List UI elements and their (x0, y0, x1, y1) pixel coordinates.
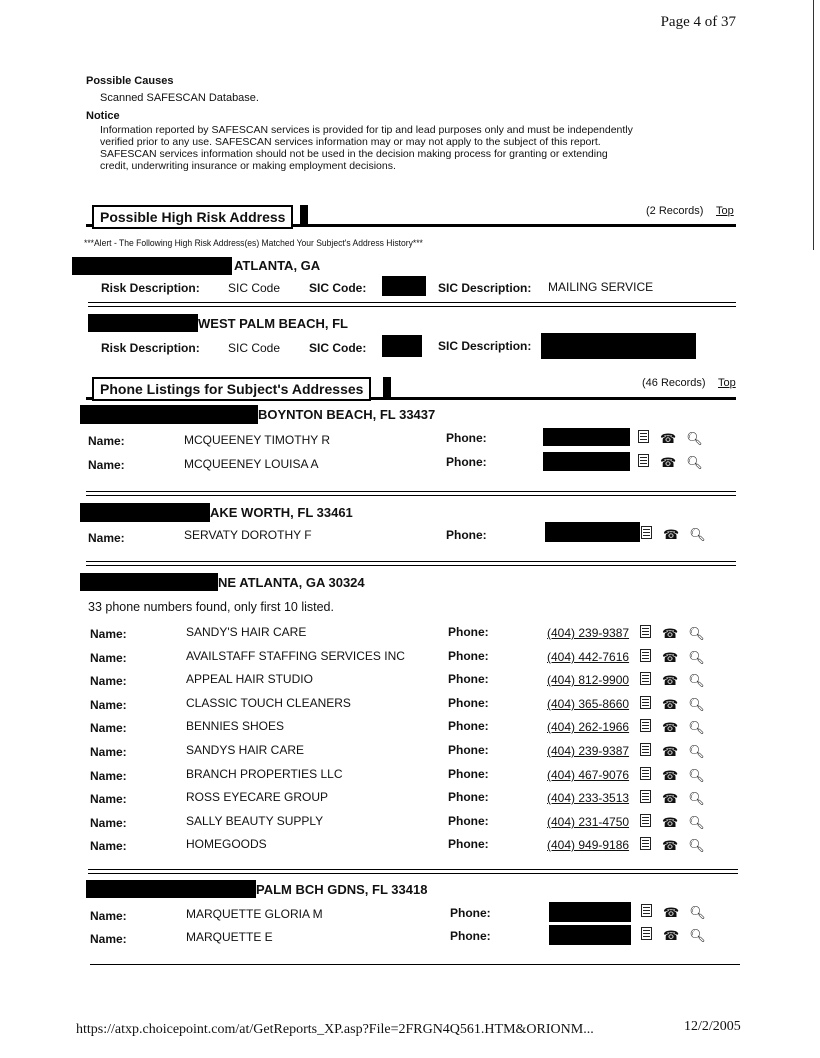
report-icon[interactable] (640, 767, 651, 780)
high-risk-title: Possible High Risk Address (92, 205, 293, 229)
search-icon[interactable]: 🔍︎ (688, 791, 705, 806)
listing-actions (640, 696, 705, 711)
possible-causes-text: Scanned SAFESCAN Database. (100, 92, 259, 104)
group-city: PALM BCH GDNS, FL 33418 (256, 882, 428, 897)
phone-icon[interactable]: ☎ (662, 815, 679, 830)
report-icon[interactable] (638, 454, 649, 467)
phone-number-link[interactable]: (404) 233-3513 (547, 791, 630, 805)
listing-name: ROSS EYECARE GROUP (186, 790, 329, 804)
listing-name: SALLY BEAUTY SUPPLY (186, 814, 324, 828)
phone-icon[interactable]: ☎ (662, 697, 679, 712)
phone-label: Phone: (448, 625, 489, 639)
search-icon[interactable]: 🔍︎ (686, 455, 703, 470)
phone-icon[interactable]: ☎ (660, 455, 677, 470)
divider (88, 302, 736, 303)
name-label: Name: (90, 839, 127, 853)
high-risk-record-count: (2 Records) (646, 205, 704, 217)
phone-icon[interactable]: ☎ (662, 838, 679, 853)
divider (88, 869, 738, 870)
report-icon[interactable] (640, 719, 651, 732)
name-label: Name: (90, 674, 127, 688)
high-risk-top-link[interactable]: Top (716, 205, 734, 217)
divider (88, 873, 738, 874)
report-icon[interactable] (640, 837, 651, 850)
phone-label: Phone: (448, 743, 489, 757)
name-label: Name: (88, 434, 125, 448)
sic-code-label: SIC Code: (309, 281, 367, 295)
group-city: BOYNTON BEACH, FL 33437 (258, 407, 436, 422)
listing-name: APPEAL HAIR STUDIO (186, 672, 313, 686)
phone-label: Phone: (448, 696, 489, 710)
footer-url: https://atxp.choicepoint.com/at/GetReports_XP.asp?File=2FRGN4Q561.HTM&ORIONM... (76, 1022, 594, 1037)
search-icon[interactable]: 🔍︎ (688, 838, 705, 853)
divider (86, 491, 736, 492)
name-label: Name: (90, 698, 127, 712)
listing-actions (640, 837, 705, 852)
notice-text: Information reported by SAFESCAN services is provided for tip and lead purposes only and must be independently verified prior to any use. SAFESCAN services information may or may not apply to the subject of this report. SAFESCAN services information should not be used in the decision making process for granting or extending credit, underwriting insurance or making employment decisions. (100, 124, 633, 172)
listing-actions (638, 430, 703, 445)
phone-icon[interactable]: ☎ (663, 928, 680, 943)
phone-label: Phone: (448, 672, 489, 686)
phone-number-link[interactable]: (404) 239-9387 (547, 626, 630, 640)
phone-number-link[interactable]: (404) 949-9186 (547, 838, 630, 852)
search-icon[interactable]: 🔍︎ (688, 815, 705, 830)
search-icon[interactable]: 🔍︎ (688, 744, 705, 759)
report-icon[interactable] (638, 430, 649, 443)
listing-actions (638, 454, 703, 469)
listing-name: SERVATY DOROTHY F (184, 528, 312, 542)
divider (86, 565, 736, 566)
sic-description-label: SIC Description: (438, 281, 532, 295)
phone-icon[interactable]: ☎ (662, 791, 679, 806)
report-icon[interactable] (640, 625, 651, 638)
phone-number-link[interactable]: (404) 262-1966 (547, 720, 630, 734)
redacted-address (72, 257, 232, 275)
listing-actions (640, 790, 705, 805)
phone-icon[interactable]: ☎ (662, 744, 679, 759)
sic-code-label: SIC Code: (309, 341, 367, 355)
redacted-address (86, 880, 256, 898)
listing-actions (640, 649, 705, 664)
report-icon[interactable] (641, 904, 652, 917)
listing-actions (640, 719, 705, 734)
phone-label: Phone: (448, 814, 489, 828)
listing-name: MCQUEENEY TIMOTHY R (184, 433, 331, 447)
phone-label: Phone: (448, 837, 489, 851)
phone-number-link[interactable]: (404) 365-8660 (547, 697, 630, 711)
group-city: AKE WORTH, FL 33461 (210, 505, 353, 520)
group-city: NE ATLANTA, GA 30324 (218, 575, 365, 590)
name-label: Name: (90, 627, 127, 641)
phone-label: Phone: (450, 929, 491, 943)
notice-heading: Notice (86, 110, 120, 122)
divider (86, 561, 736, 562)
possible-causes-heading: Possible Causes (86, 75, 174, 87)
phone-number-link[interactable]: (404) 239-9387 (547, 744, 630, 758)
search-icon[interactable]: 🔍︎ (688, 673, 705, 688)
redacted-sic-code (382, 276, 426, 296)
search-icon[interactable]: 🔍︎ (688, 650, 705, 665)
phone-label: Phone: (448, 649, 489, 663)
name-label: Name: (90, 769, 127, 783)
redacted-address (88, 314, 198, 332)
search-icon[interactable]: 🔍︎ (689, 527, 706, 542)
phone-label: Phone: (448, 767, 489, 781)
phone-count-note: 33 phone numbers found, only first 10 listed. (88, 600, 334, 614)
search-icon[interactable]: 🔍︎ (688, 626, 705, 641)
divider (90, 964, 740, 965)
high-risk-city: WEST PALM BEACH, FL (198, 316, 348, 331)
report-icon[interactable] (641, 927, 652, 940)
search-icon[interactable]: 🔍︎ (688, 697, 705, 712)
report-icon[interactable] (640, 814, 651, 827)
redacted-phone (543, 428, 630, 446)
footer-date: 12/2/2005 (684, 1019, 741, 1034)
header-tab (300, 205, 308, 227)
redacted-sic-code (382, 335, 422, 357)
high-risk-alert: ***Alert - The Following High Risk Address(es) Matched Your Subject's Address History*** (84, 238, 423, 249)
redacted-address (80, 573, 218, 591)
phone-label: Phone: (446, 431, 487, 445)
report-icon[interactable] (640, 672, 651, 685)
search-icon[interactable]: 🔍︎ (688, 768, 705, 783)
listing-name: BENNIES SHOES (186, 719, 285, 733)
redacted-address (80, 405, 258, 424)
listing-actions (640, 672, 705, 687)
redacted-phone (545, 522, 640, 542)
sic-description-label: SIC Description: (438, 339, 532, 353)
divider (86, 495, 736, 496)
listing-actions (641, 526, 706, 541)
name-label: Name: (90, 721, 127, 735)
name-label: Name: (90, 745, 127, 759)
phone-icon[interactable]: ☎ (663, 905, 680, 920)
listing-actions (640, 625, 705, 640)
listing-actions (640, 743, 705, 758)
phone-number-link[interactable]: (404) 812-9900 (547, 673, 630, 687)
search-icon[interactable]: 🔍︎ (688, 720, 705, 735)
page-edge-line (813, 0, 814, 250)
sic-code-plain: SIC Code (228, 341, 281, 355)
phone-listings-top-link[interactable]: Top (718, 377, 736, 389)
sic-code-plain: SIC Code (228, 281, 281, 295)
report-icon[interactable] (640, 696, 651, 709)
redacted-phone (549, 902, 631, 922)
phone-icon[interactable]: ☎ (662, 650, 679, 665)
phone-label: Phone: (446, 455, 487, 469)
listing-name: MARQUETTE E (186, 930, 273, 944)
phone-icon[interactable]: ☎ (662, 673, 679, 688)
page-number: Page 4 of 37 (660, 14, 736, 30)
report-icon[interactable] (640, 743, 651, 756)
listing-name: SANDYS HAIR CARE (186, 743, 305, 757)
listing-name: MARQUETTE GLORIA M (186, 907, 323, 921)
search-icon[interactable]: 🔍︎ (689, 928, 706, 943)
phone-number-link[interactable]: (404) 231-4750 (547, 815, 630, 829)
listing-name: CLASSIC TOUCH CLEANERS (186, 696, 351, 710)
phone-label: Phone: (448, 719, 489, 733)
redacted-address (80, 503, 210, 522)
listing-name: AVAILSTAFF STAFFING SERVICES INC (186, 649, 405, 663)
listing-actions (641, 904, 706, 919)
high-risk-city: ATLANTA, GA (234, 258, 321, 273)
phone-icon[interactable]: ☎ (662, 626, 679, 641)
risk-description-label: Risk Description: (101, 341, 200, 355)
search-icon[interactable]: 🔍︎ (689, 905, 706, 920)
phone-number-link[interactable]: (404) 442-7616 (547, 650, 630, 664)
name-label: Name: (88, 531, 125, 545)
header-tab (383, 377, 391, 399)
listing-name: BRANCH PROPERTIES LLC (186, 767, 343, 781)
redacted-sic-description (541, 333, 696, 359)
phone-label: Phone: (446, 528, 487, 542)
report-icon[interactable] (640, 649, 651, 662)
divider (88, 306, 736, 307)
search-icon[interactable]: 🔍︎ (686, 431, 703, 446)
listing-actions (640, 767, 705, 782)
listing-name: HOMEGOODS (186, 837, 267, 851)
name-label: Name: (90, 651, 127, 665)
listing-name: SANDY'S HAIR CARE (186, 625, 307, 639)
name-label: Name: (88, 458, 125, 472)
report-icon[interactable] (640, 790, 651, 803)
name-label: Name: (90, 792, 127, 806)
phone-icon[interactable]: ☎ (660, 431, 677, 446)
listing-actions (641, 927, 706, 942)
phone-listings-title: Phone Listings for Subject's Addresses (92, 377, 371, 401)
listing-actions (640, 814, 705, 829)
sic-description: MAILING SERVICE (548, 280, 654, 294)
phone-icon[interactable]: ☎ (662, 768, 679, 783)
redacted-phone (543, 452, 630, 471)
name-label: Name: (90, 909, 127, 923)
phone-number-link[interactable]: (404) 467-9076 (547, 768, 630, 782)
phone-label: Phone: (450, 906, 491, 920)
redacted-phone (549, 925, 631, 945)
phone-listings-record-count: (46 Records) (642, 377, 706, 389)
risk-description-label: Risk Description: (101, 281, 200, 295)
phone-icon[interactable]: ☎ (662, 720, 679, 735)
name-label: Name: (90, 932, 127, 946)
name-label: Name: (90, 816, 127, 830)
listing-name: MCQUEENEY LOUISA A (184, 457, 319, 471)
phone-label: Phone: (448, 790, 489, 804)
report-icon[interactable] (641, 526, 652, 539)
phone-icon[interactable]: ☎ (663, 527, 680, 542)
